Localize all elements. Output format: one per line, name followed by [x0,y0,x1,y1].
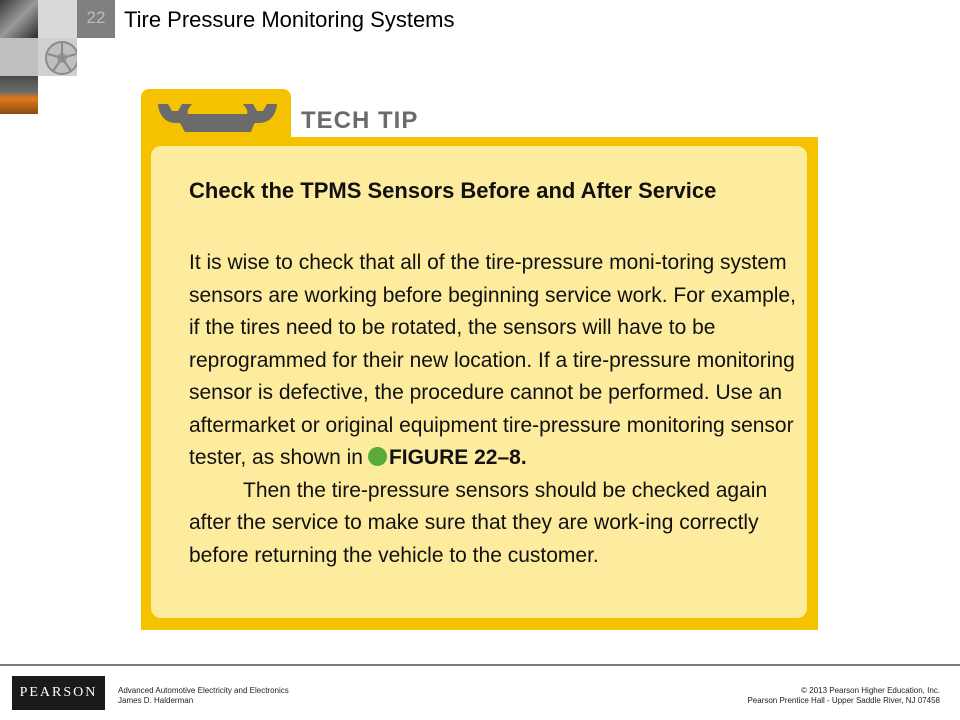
wheel-thumbnail-image [38,38,77,76]
figure-marker-icon [368,447,387,466]
decorative-tile [38,0,77,38]
publisher-text: Pearson Prentice Hall - Upper Saddle River, NJ 07458 [747,696,940,705]
footer-divider [0,664,960,666]
tech-tip-label: TECH TIP [301,107,419,134]
tip-paragraph-text: Then the tire-pressure sensors should be checked again after the service to make sure that they are work-ing correctly before returning the vehicle to the customer. [189,478,768,567]
chapter-number: 22 [77,0,115,38]
tip-paragraph-text: It is wise to check that all of the tire-pressure moni-toring system sensors are working before beginning service work. For example, if the tires need to be rotated, the sensors will have to be reprogrammed for their new location. If a tire-pressure monitoring sensor is defective, the procedure cannot be performed. Use an aftermarket or original equipment tire-pressure monitoring sensor tester, as shown in [189,251,796,469]
tip-heading: Check the TPMS Sensors Before and After Service [189,178,717,203]
tip-paragraph [189,475,799,573]
car-thumbnail-image [0,0,38,38]
tip-paragraph [189,247,799,475]
pearson-logo: PEARSON [12,676,105,710]
figure-reference: FIGURE 22–8. [388,446,527,469]
sports-car-thumbnail-image [0,76,38,114]
copyright-text: © 2013 Pearson Higher Education, Inc. [801,686,940,695]
tip-body [189,247,799,572]
tech-tip-content [151,146,807,618]
decorative-tile [0,38,38,76]
footer-book-info [118,686,289,706]
book-title: Advanced Automotive Electricity and Electronics [118,686,289,695]
wrench-icon [155,96,280,136]
footer-copyright [747,686,940,706]
book-author: James D. Halderman [118,696,194,705]
slide-title: Tire Pressure Monitoring Systems [124,7,455,32]
tech-tip-box [141,89,818,630]
